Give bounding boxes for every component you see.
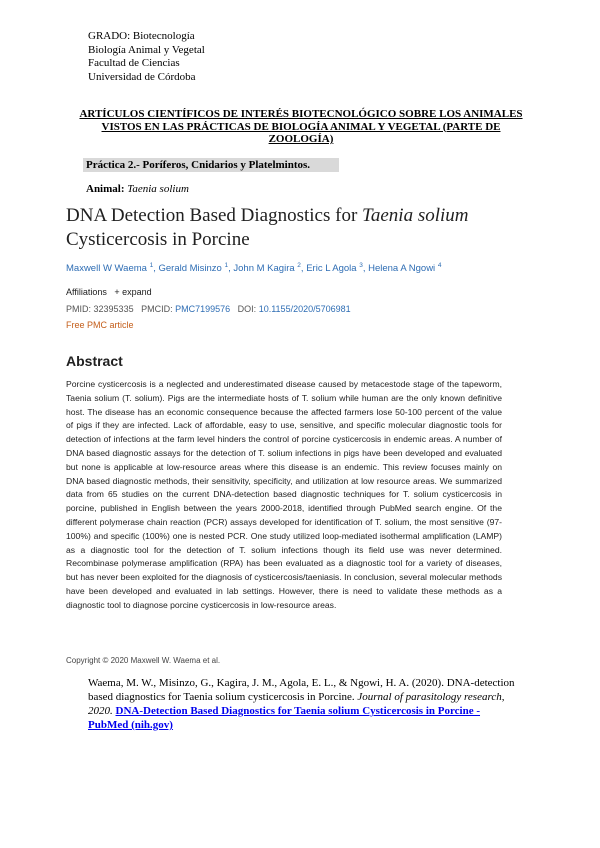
free-pmc-article-link[interactable]: Free PMC article bbox=[66, 320, 134, 330]
doi-link[interactable]: 10.1155/2020/5706981 bbox=[258, 304, 351, 314]
citation-journal: Journal of parasitology research, 2020. bbox=[88, 691, 505, 717]
author-sup[interactable]: 1 bbox=[149, 262, 154, 269]
author-sup[interactable]: 3 bbox=[359, 262, 363, 269]
author-sup[interactable]: 4 bbox=[437, 262, 442, 269]
practica-label: Práctica 2.- Poríferos, Cnidarios y Platelmintos. bbox=[83, 158, 339, 172]
article-identifiers bbox=[66, 304, 351, 314]
title-part-a: DNA Detection Based Diagnostics for bbox=[66, 205, 363, 226]
pmcid-link[interactable]: PMC7199576 bbox=[175, 304, 231, 314]
author-link[interactable]: John M Kagira bbox=[233, 263, 295, 275]
author-link[interactable]: Helena A Ngowi bbox=[368, 263, 436, 275]
title-italic: Taenia solium bbox=[362, 205, 469, 226]
author-sup[interactable]: 1 bbox=[224, 262, 229, 269]
header-line-department: Biología Animal y Vegetal bbox=[88, 43, 205, 56]
article-screenshot bbox=[60, 200, 510, 640]
author-list: Maxwell W Waema $^1$, Gerald Misinzo $^1$, John M Kagira $^2$, Eric L Agola $^3$, Helena A Ngowi $^4$ bbox=[66, 262, 442, 275]
pmcid-label: PMCID: bbox=[141, 304, 173, 314]
citation bbox=[88, 676, 518, 732]
document-heading: ARTÍCULOS CIENTÍFICOS DE INTERÉS BIOTECNOLÓGICO SOBRE LOS ANIMALES VISTOS EN LAS PRÁCTICAS DE BIOLOGÍA ANIMAL Y VEGETAL (PARTE DE ZOOLOGÍA) bbox=[79, 108, 523, 145]
expand-toggle[interactable]: + expand bbox=[114, 287, 152, 297]
animal-value: Taenia solium bbox=[127, 183, 189, 195]
header-line-faculty: Facultad de Ciencias bbox=[88, 57, 180, 69]
copyright-line: Copyright © 2020 Maxwell W. Waema et al. bbox=[66, 656, 221, 665]
pmid-label: PMID: bbox=[66, 304, 92, 314]
animal-line bbox=[86, 183, 189, 195]
animal-label: Animal: bbox=[86, 183, 125, 195]
citation-text: Waema, M. W., Misinzo, G., Kagira, J. M., Agola, E. L., & Ngowi, H. A. (2020). DNA-detection based diagnostics for Taenia solium cysticercosis in Porcine. bbox=[88, 677, 515, 703]
author-link[interactable]: Maxwell W Waema bbox=[66, 263, 147, 275]
course-header bbox=[88, 30, 205, 84]
affiliations-label: Affiliations bbox=[66, 287, 107, 297]
author-sup[interactable]: 2 bbox=[297, 262, 301, 269]
title-part-b: Cysticercosis in Porcine bbox=[66, 229, 250, 250]
pubmed-link[interactable]: DNA-Detection Based Diagnostics for Taenia solium Cysticercosis in Porcine - PubMed (nih.gov) bbox=[88, 705, 481, 731]
affiliations-row bbox=[66, 287, 152, 297]
abstract-heading: Abstract bbox=[66, 353, 123, 369]
pmid-value: 32395335 bbox=[93, 304, 134, 314]
author-link[interactable]: Gerald Misinzo bbox=[158, 263, 222, 275]
header-line-grado: GRADO: Biotecnología bbox=[88, 30, 195, 42]
author-link[interactable]: Eric L Agola bbox=[306, 263, 357, 275]
article-title bbox=[66, 204, 506, 252]
doi-label: DOI: bbox=[237, 304, 257, 314]
abstract-text: Porcine cysticercosis is a neglected and underestimated disease caused by metacestode stage of the tapeworm, Taenia solium (T. solium). Pigs are the intermediate hosts of T. solium while human are the only known definitive host. The disease has an economic consequence because the affected farmers lose 50-100 percent of the value of pigs if they are infected. Lack of affordable, easy to use, sensitive, and specific molecular diagnostic tools for detection of infections at the farm level hinders the control of porcine cysticercosis in endemic areas. A number of DNA based diagnostic assays for the detection of T. solium infections in pigs have been developed and evaluated but none is applicable at low-resource areas where this disease is an endemic. This review focuses mainly on DNA based diagnostic methods, their sensitivity, specificity, and utilization at low resource areas. We summarized data from 65 studies on the current DNA-detection based diagnostic techniques for T. solium cysticercosis in porcine, published in English between the years 2000-2018, identified through PubMed search engine. Of the different polymerase chain reaction (PCR) assays developed for identification of T. solium, the most sensitive (97-100%) and specific (100%) one is nested PCR. One study utilized loop-mediated isothermal amplification (LAMP) as a diagnostic tool for the detection of T. solium infections though its field use was never determined. Recombinase polymerase amplification (RPA) has been evaluated as a diagnostic tool for a variety of diseases, but has never been exploited for the diagnosis of cysticercosis/taeniasis. In conclusion, several molecular methods have been developed and evaluated in lab settings. However, there is need to validate these methods as a diagnostic tool to diagnose porcine cysticercosis in low-resource areas. bbox=[66, 379, 502, 610]
header-line-university: Universidad de Córdoba bbox=[88, 70, 196, 83]
